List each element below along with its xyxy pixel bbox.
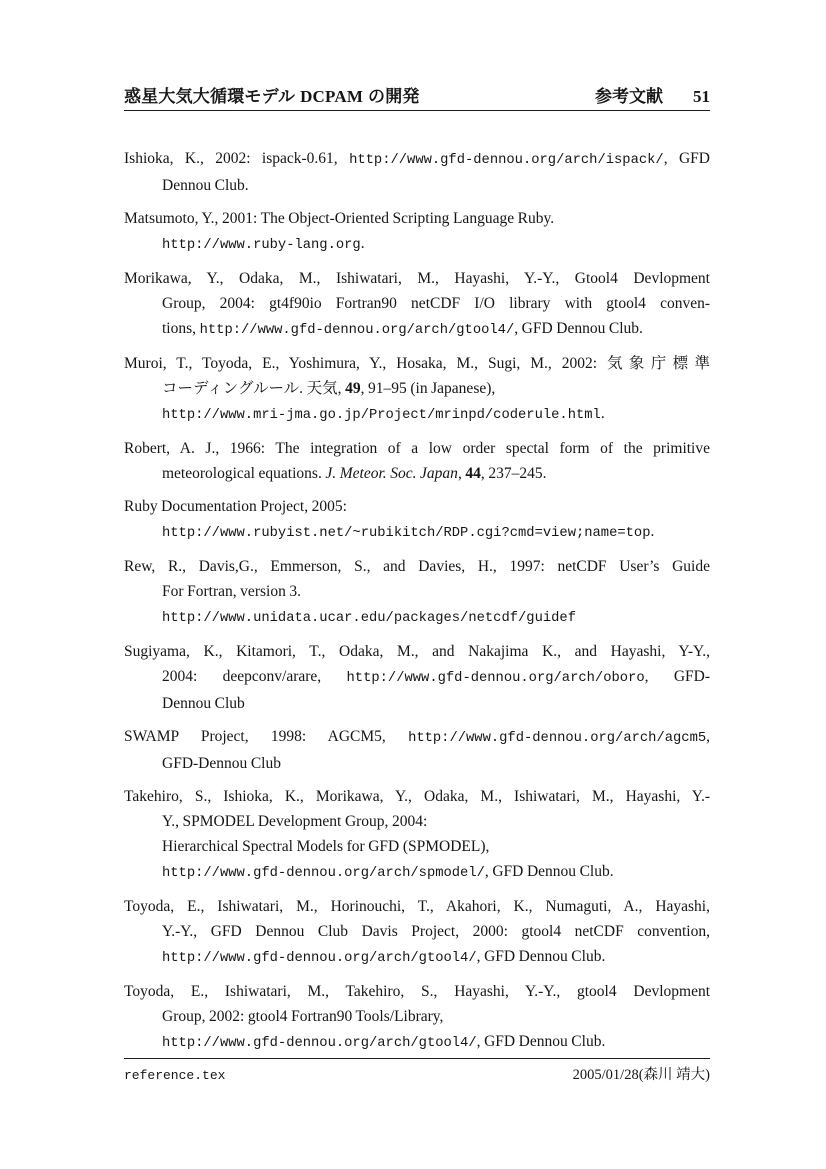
ref-line [124,291,710,316]
ref-text: . [650,523,655,540]
ref-line [124,579,710,604]
ref-text: Sugiyama, K., Kitamori, T., Odaka, M., and Nakajima K., and Hayashi, Y-Y., [124,643,710,660]
ref-text: Toyoda, E., Ishiwatari, M., Horinouchi, T., Akahori, K., Numaguti, A., Hayashi, [124,898,710,915]
ref-line [124,461,710,486]
reference-entry [124,206,710,258]
document-title [124,82,420,107]
ref-text: . [600,405,605,422]
ref-text: For Fortran, version 3. [162,583,302,600]
ref-line [124,834,710,859]
ref-text: , GFD Dennou Club. [484,863,614,880]
ref-line [124,784,710,809]
ref-line [124,639,710,664]
ref-line [124,859,710,886]
ref-text: tions, [162,320,200,337]
ref-text: J. Meteor. Soc. Japan [325,465,458,482]
ref-text: , [706,728,710,745]
ref-url: http://www.ruby-lang.org [162,238,361,253]
reference-entry [124,639,710,716]
reference-entry [124,146,710,198]
ref-line [124,604,710,631]
references-list [124,146,710,1064]
reference-entry [124,724,710,776]
ref-line [124,436,710,461]
ref-url: http://www.unidata.ucar.edu/packages/netcdf/guidef [162,611,576,626]
ref-url: http://www.gfd-dennou.org/arch/gtool4/ [199,323,515,338]
ref-line [124,231,710,258]
ref-line [124,751,710,776]
ref-url: http://www.gfd-dennou.org/arch/gtool4/ [162,951,477,966]
ref-url: http://www.gfd-dennou.org/arch/agcm5 [408,731,707,746]
ref-line [124,316,710,343]
reference-entry [124,554,710,631]
ref-line [124,206,710,231]
ref-line [124,724,710,751]
ref-line [124,809,710,834]
ref-line [124,376,710,401]
ref-text: Dennou Club. [162,177,249,194]
header-right-group [595,82,710,107]
ref-line [124,944,710,971]
ref-text: , GFD Dennou Club. [476,948,606,965]
ref-text: Rew, R., Davis,G., Emmerson, S., and Davies, H., 1997: netCDF User’s Guide [124,558,710,575]
ref-line [124,146,710,173]
ref-text: , [457,465,466,482]
ref-line [124,1004,710,1029]
ref-line [124,1029,710,1056]
ref-url: http://www.gfd-dennou.org/arch/gtool4/ [162,1036,477,1051]
reference-entry [124,979,710,1056]
ref-text: Toyoda, E., Ishiwatari, M., Takehiro, S., Hayashi, Y.-Y., gtool4 Devlopment [124,983,710,1000]
page-footer [124,1063,710,1084]
document-title-model-name: DCPAM [300,87,364,106]
reference-entry [124,494,710,546]
ref-line [124,401,710,428]
ref-text: Group, 2004: gt4f90io Fortran90 netCDF I/O library with gtool4 conven- [162,295,710,312]
reference-entry [124,784,710,886]
reference-entry [124,266,710,343]
ref-text: , GFD- [644,668,710,685]
footer-rule [124,1058,710,1059]
ref-text: GFD-Dennou Club [162,755,281,772]
ref-text: Robert, A. J., 1966: The integration of a low order spectal form of the primitive [124,440,710,457]
ref-line [124,691,710,716]
ref-line [124,979,710,1004]
ref-text: Morikawa, Y., Odaka, M., Ishiwatari, M., Hayashi, Y.-Y., Gtool4 Devlopment [124,270,710,287]
ref-text: , GFD Dennou Club. [514,320,643,337]
ref-text: Hierarchical Spectral Models for GFD (SPMODEL), [162,838,490,855]
ref-text: , 91–95 (in Japanese), [360,380,496,397]
ref-text: . [360,235,365,252]
footer-date-author: 2005/01/28(森川 靖大) [572,1067,710,1083]
reference-entry [124,351,710,428]
ref-url: http://www.rubyist.net/~rubikitch/RDP.cgi?cmd=view;name=top [162,526,651,541]
ref-text: Y., SPMODEL Development Group, 2004: [162,813,428,830]
ref-url: http://www.mri-jma.go.jp/Project/mrinpd/coderule.html [162,408,601,423]
section-label: 参考文献 [595,87,663,106]
ref-text: , GFD [663,150,710,167]
ref-line [124,894,710,919]
ref-text: Takehiro, S., Ishioka, K., Morikawa, Y., Odaka, M., Ishiwatari, M., Hayashi, Y.- [124,788,710,805]
ref-text: Group, 2002: gtool4 Fortran90 Tools/Library, [162,1008,444,1025]
ref-url: http://www.gfd-dennou.org/arch/oboro [346,671,645,686]
ref-line [124,519,710,546]
ref-text: 44 [465,465,481,482]
ref-text: SWAMP Project, 1998: AGCM5, [124,728,409,745]
ref-line [124,919,710,944]
ref-text: , GFD Dennou Club. [476,1033,606,1050]
ref-text: meteorological equations. [162,465,326,482]
ref-line [124,173,710,198]
document-title-jp-prefix: 惑星大気大循環モデル [124,87,301,106]
document-title-jp-suffix: の開発 [363,87,420,106]
footer-filename: reference.tex [124,1068,226,1083]
ref-line [124,266,710,291]
ref-text: Ruby Documentation Project, 2005: [124,498,347,515]
ref-line [124,351,710,376]
reference-entry [124,436,710,486]
ref-line [124,554,710,579]
reference-entry [124,894,710,971]
ref-text: Y.-Y., GFD Dennou Club Davis Project, 2000: gtool4 netCDF convention, [162,923,710,940]
ref-url: http://www.gfd-dennou.org/arch/ispack/ [349,153,664,168]
ref-text: Dennou Club [162,695,245,712]
ref-text: Muroi, T., Toyoda, E., Yoshimura, Y., Hosaka, M., Sugi, M., 2002: 気象庁標準 [124,355,710,372]
ref-text: コーディングルール. 天気, [162,380,346,397]
page-header [124,82,710,107]
ref-text: 49 [345,380,361,397]
ref-line [124,494,710,519]
header-rule [124,110,710,111]
page-number: 51 [693,87,710,106]
ref-text: Ishioka, K., 2002: ispack-0.61, [124,150,350,167]
ref-line [124,664,710,691]
ref-text: Matsumoto, Y., 2001: The Object-Oriented Scripting Language Ruby. [124,210,555,227]
ref-text: , 237–245. [480,465,547,482]
ref-text: 2004: deepconv/arare, [162,668,347,685]
ref-url: http://www.gfd-dennou.org/arch/spmodel/ [162,866,485,881]
